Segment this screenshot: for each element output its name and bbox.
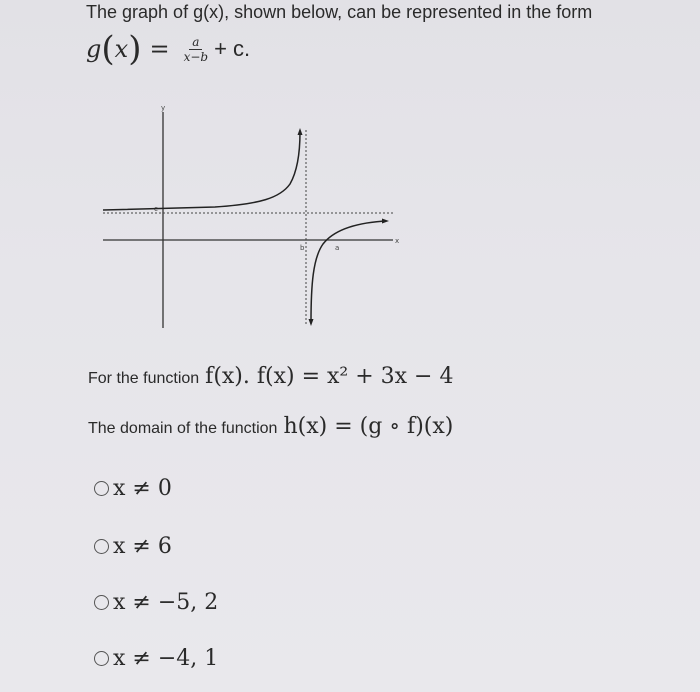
f-line-label: For the function bbox=[88, 370, 200, 387]
f-line-math: f(x). f(x) = x² + 3x − 4 bbox=[205, 364, 454, 389]
function-form bbox=[86, 29, 251, 69]
option-text: x ≠ 6 bbox=[113, 534, 172, 559]
function-f-line bbox=[88, 364, 453, 389]
fraction-numerator: a bbox=[189, 35, 202, 50]
arrow-right-icon bbox=[382, 219, 389, 224]
arrow-down-icon bbox=[309, 319, 314, 326]
radio-button[interactable] bbox=[94, 595, 109, 610]
form-equals: = bbox=[149, 35, 170, 63]
arrow-up-icon bbox=[298, 128, 303, 135]
domain-line-label: The domain of the function bbox=[88, 420, 278, 437]
open-paren: ( bbox=[101, 29, 115, 69]
form-x: x bbox=[114, 35, 129, 63]
option-text: x ≠ −4, 1 bbox=[113, 646, 219, 671]
c-label: c bbox=[154, 205, 158, 213]
close-paren: ) bbox=[128, 29, 142, 69]
curve-right-branch bbox=[311, 221, 385, 322]
option-text: x ≠ 0 bbox=[113, 476, 172, 501]
fraction-denominator: x−b bbox=[183, 49, 209, 64]
answer-option-1[interactable] bbox=[94, 476, 172, 501]
x-axis-label: x bbox=[395, 237, 400, 245]
radio-button[interactable] bbox=[94, 539, 109, 554]
domain-question-line bbox=[88, 414, 453, 439]
fraction bbox=[184, 35, 209, 64]
question-intro: The graph of g(x), shown below, can be represented in the form bbox=[86, 2, 593, 22]
answer-option-4[interactable] bbox=[94, 646, 218, 671]
b-label: b bbox=[300, 244, 305, 252]
curve-left-branch bbox=[103, 132, 300, 210]
option-text: x ≠ −5, 2 bbox=[113, 590, 219, 615]
answer-option-3[interactable] bbox=[94, 590, 218, 615]
function-graph bbox=[95, 100, 405, 335]
radio-button[interactable] bbox=[94, 481, 109, 496]
a-label: a bbox=[335, 244, 340, 252]
form-g: g bbox=[86, 35, 102, 63]
form-plus-c: + c. bbox=[214, 36, 251, 61]
y-axis-label: y bbox=[161, 104, 166, 112]
answer-option-2[interactable] bbox=[94, 534, 172, 559]
domain-line-math: h(x) = (g ∘ f)(x) bbox=[283, 414, 454, 439]
radio-button[interactable] bbox=[94, 651, 109, 666]
